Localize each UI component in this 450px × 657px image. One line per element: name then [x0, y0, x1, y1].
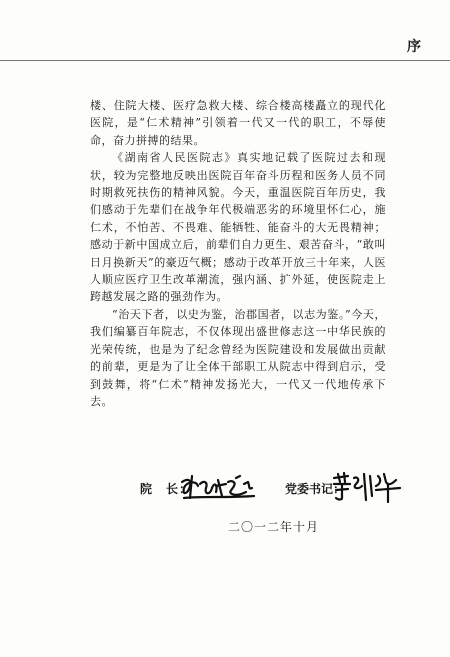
running-head: 序 — [407, 39, 422, 55]
paragraph-hospital-history: 《湖南省人民医院志》真实地记载了医院过去和现状，较为完整地反映出医院百年奋斗历程和医务人员不同时期救死扶伤的精神风貌。今天，重温医院百年历史，我们感动于先辈们在战争年代极端恶劣的环境里怀仁心，施仁术，不怕苦、不畏难、能牺牲、能奋斗的大无畏精神；感动于新中国成立后，前辈们自力更生、艰苦奋斗，“敢叫日月换新天”的豪迈气概；感动于改革开放三十年来，人医人顺应医疗卫生改革潮流，强内涵、扩外延，使医院走上跨越发展之路的强劲作为。 — [90, 151, 386, 304]
president-signature — [178, 472, 258, 502]
secretary-label: 党委书记： — [285, 482, 346, 496]
president-label: 院 长： — [140, 482, 193, 496]
paragraph-continuation: 楼、住院大楼、医疗急救大楼、综合楼高楼矗立的现代化医院，是“仁术精神”引领着一代又一代的职工，不辱使命，奋力拼搏的结果。 — [90, 99, 386, 147]
signature-block — [0, 470, 450, 510]
header-rule — [0, 0, 450, 61]
secretary-signature — [330, 470, 406, 504]
preface-body — [90, 97, 386, 410]
paragraph-chronicle-purpose: “治天下者，以史为鉴，治郡国者，以志为鉴。”今天，我们编纂百年院志，不仅体现出盛世修志这一中华民族的光荣传统，也是为了纪念曾经为医院建设和发展做出贡献的前辈，更是为了让全体干部职工从院志中得到启示，受到鼓舞，将“仁术”精神发扬光大，一代又一代地传承下去。 — [90, 307, 386, 408]
signature-date: 二〇一二年十月 — [228, 520, 320, 534]
